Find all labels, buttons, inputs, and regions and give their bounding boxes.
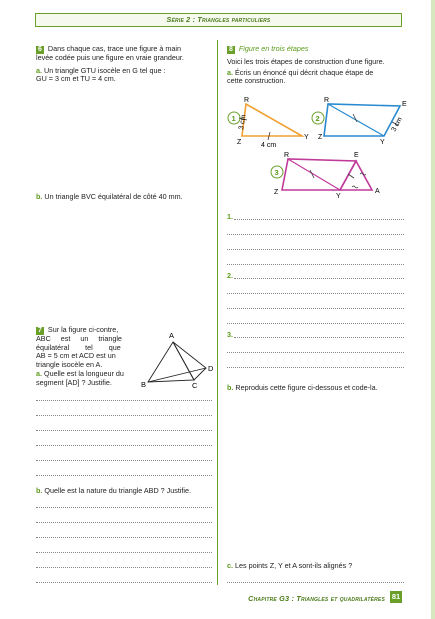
point-d-label: D bbox=[208, 364, 214, 373]
ex7-intro-line5: triangle isocèle en A. bbox=[36, 359, 103, 369]
step2-z-label: Z bbox=[318, 134, 323, 141]
ex6-a-line1: Un triangle GTU isocèle en G tel que : bbox=[44, 65, 166, 75]
answer-line[interactable] bbox=[227, 323, 404, 324]
answer-line[interactable] bbox=[36, 522, 212, 523]
page-number bbox=[390, 591, 402, 603]
chapter-footer bbox=[248, 594, 385, 603]
step3-a-label: A bbox=[375, 188, 380, 195]
ex6-a-line2: GU = 3 cm et TU = 4 cm. bbox=[36, 74, 116, 84]
step1-len4: 4 cm bbox=[261, 142, 277, 149]
segment-bd bbox=[148, 368, 206, 382]
step-2-label: 2 bbox=[315, 114, 320, 123]
answer-line[interactable] bbox=[234, 219, 404, 220]
ex8-c-text: Les points Z, Y et A sont-ils alignés ? bbox=[235, 561, 353, 570]
answer-line[interactable] bbox=[36, 567, 212, 568]
column-divider bbox=[217, 40, 218, 585]
ex7-figure bbox=[138, 328, 218, 390]
ex8-title: Figure en trois étapes bbox=[238, 44, 309, 53]
ex6-b bbox=[36, 193, 214, 202]
answer-line[interactable] bbox=[227, 352, 404, 353]
step1-r-label: R bbox=[244, 97, 250, 104]
ex8-a-label: a. bbox=[227, 67, 233, 77]
answer-line[interactable] bbox=[227, 308, 404, 309]
answer-number-3: 3. bbox=[227, 330, 233, 339]
ex6-intro-line2: levée codée puis une figure en vraie grandeur. bbox=[36, 53, 184, 62]
exercise-6 bbox=[36, 45, 214, 84]
answer-line[interactable] bbox=[36, 475, 212, 476]
ex7-a-line1: Quelle est la longueur du bbox=[44, 369, 124, 379]
exercise-number-7: 7 bbox=[38, 327, 42, 334]
answer-line[interactable] bbox=[227, 249, 404, 250]
ex8-b bbox=[227, 384, 405, 393]
ex8-b-label: b. bbox=[227, 383, 234, 392]
point-b-label: B bbox=[141, 380, 147, 389]
step1-z-label: Z bbox=[237, 139, 242, 146]
point-a-label: A bbox=[169, 331, 175, 340]
ex7-intro-line3: équilatéral tel que bbox=[36, 342, 121, 352]
answer-number-1: 1. bbox=[227, 212, 233, 221]
step2-len3: 3 cm bbox=[390, 116, 404, 133]
answer-line[interactable] bbox=[227, 264, 404, 265]
ex8-c bbox=[227, 562, 405, 571]
ex7-intro-line1: Sur la figure ci-contre, bbox=[47, 325, 119, 334]
step1-len3: 3 cm bbox=[238, 114, 248, 131]
answer-line[interactable] bbox=[36, 552, 212, 553]
step2-r-label: R bbox=[324, 97, 330, 104]
answer-line[interactable] bbox=[36, 415, 212, 416]
ex8-figures bbox=[224, 94, 412, 200]
step3-e-label: E bbox=[354, 152, 359, 159]
answer-line[interactable] bbox=[234, 278, 404, 279]
step3-r-label: R bbox=[284, 152, 290, 159]
tick-mark bbox=[348, 174, 354, 178]
ex8-b-text: Reproduis cette figure ci-dessous et code-la. bbox=[235, 383, 378, 392]
exercise-number-8: 8 bbox=[229, 46, 233, 53]
answer-line[interactable] bbox=[227, 367, 404, 368]
step2-e-label: E bbox=[402, 101, 407, 108]
answer-line[interactable] bbox=[234, 337, 404, 338]
ex6-intro-line1: Dans chaque cas, trace une figure à main bbox=[47, 44, 181, 53]
ex7-intro-line4: AB = 5 cm et ACD est un bbox=[36, 351, 116, 361]
ex8-a-line2: cette construction. bbox=[227, 76, 286, 86]
exercise-7 bbox=[36, 326, 136, 388]
page-number-text: 81 bbox=[391, 592, 401, 601]
tick-mark bbox=[352, 186, 358, 188]
exercise-number-6: 6 bbox=[38, 46, 42, 53]
answer-line[interactable] bbox=[227, 582, 404, 583]
step1-y-label: Y bbox=[304, 134, 309, 141]
step3-y-label: Y bbox=[336, 193, 341, 200]
answer-line[interactable] bbox=[36, 507, 212, 508]
answer-line[interactable] bbox=[36, 430, 212, 431]
ex7-a-line2: segment [AD] ? Justifie. bbox=[36, 377, 112, 387]
answer-line[interactable] bbox=[227, 234, 404, 235]
ex7-b-text: Quelle est la nature du triangle ABD ? Justifie. bbox=[44, 486, 192, 495]
answer-line[interactable] bbox=[36, 582, 212, 583]
step-1-triangle bbox=[242, 104, 302, 136]
ex7-b bbox=[36, 487, 214, 496]
ex7-intro-line2: ABC est un triangle bbox=[36, 334, 122, 343]
series-title: Série 2 : Triangles particuliers bbox=[166, 15, 271, 24]
step-3-triangle bbox=[340, 161, 372, 190]
ex7-b-label: b. bbox=[36, 486, 43, 495]
answer-number-2: 2. bbox=[227, 271, 233, 280]
ex6-b-text: Un triangle BVC équilatéral de côté 40 mm. bbox=[44, 192, 183, 201]
ex6-a-label: a. bbox=[36, 65, 42, 75]
point-c-label: C bbox=[192, 381, 198, 390]
exercise-8 bbox=[227, 45, 405, 86]
step-3-diagonal bbox=[288, 159, 340, 190]
step2-y-label: Y bbox=[380, 139, 385, 146]
step3-z-label: Z bbox=[274, 189, 279, 196]
series-header bbox=[35, 13, 402, 27]
step-1-label: 1 bbox=[231, 114, 236, 123]
answer-line[interactable] bbox=[227, 293, 404, 294]
answer-line[interactable] bbox=[36, 445, 212, 446]
chapter-title: Chapitre G3 : Triangles et quadrilatères bbox=[248, 594, 385, 603]
triangle-acd bbox=[173, 342, 206, 380]
ex8-intro: Voici les trois étapes de construction d'une figure. bbox=[227, 57, 385, 66]
step-3-quad bbox=[282, 159, 356, 190]
answer-line[interactable] bbox=[36, 400, 212, 401]
ex7-a-label: a. bbox=[36, 369, 42, 379]
ex8-c-label: c. bbox=[227, 561, 233, 570]
ex8-a-line1: Écris un énoncé qui décrit chaque étape de bbox=[235, 67, 374, 77]
step-3-label: 3 bbox=[274, 168, 279, 177]
answer-line[interactable] bbox=[36, 460, 212, 461]
page-edge-band bbox=[431, 0, 435, 619]
answer-line[interactable] bbox=[36, 537, 212, 538]
ex6-b-label: b. bbox=[36, 192, 43, 201]
